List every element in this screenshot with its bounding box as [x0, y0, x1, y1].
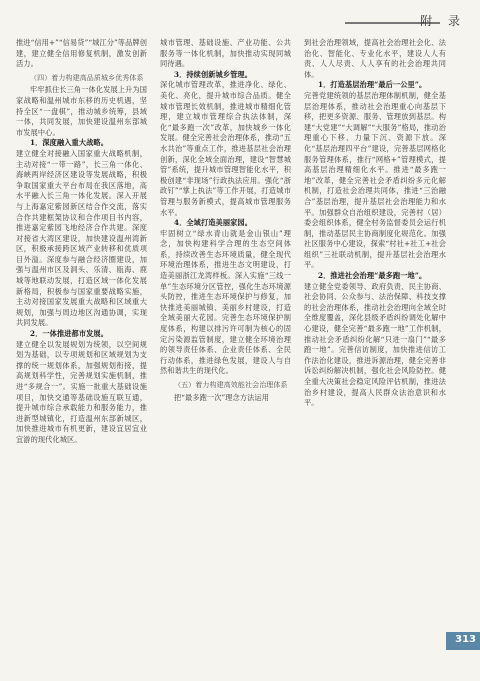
paragraph: 城市管理、基础设施、产业功能、公共服务等一体化机制，加快推动实现同城同待遇。: [160, 38, 291, 69]
paragraph: 深化城市管理改革，推进净化、绿化、美化、亮化，提升城市综合品质。健全城市管理长效机制，推进城市精细化管理，建立城市管理综合执法体制，深化“最多跑一次”改革，加快城乡一体化发展。健全完善社会治理体系，推动“五水共治”等重点工作，推进基层社会治理创新，深化全域全面治理，建设“智慧城管”系统，提升城市管理智能化水平，积极创建“非现场”行政执法应用。强化“浙政钉”“掌上执法”等工作开展，打造城市管理与服务新模式，提高城市管理服务水平。: [160, 80, 291, 217]
section-heading: 1．打造基层治理“最后一公里”。: [318, 80, 427, 90]
paragraph: 建立健全对接融入国家重大战略机制，主动对接“一带一路”，长三角一体化、海峡两岸经济区建设等发展战略，积极争取国家重大平台布局在我区落地，高水平融入长三角一体化发展。深入开展与上海嘉定紫园新区结合作交流，落实合作共建框架协议和合作项目书内容，推进嘉定紫园飞地经济合作共建。深度对接省大湾区建设，加快建设温州湾新区，积极承接跨区域产业转移和优质项目外溢。深度参与融合经济圈建设，加强与温州市区及洞头、乐清、瓯海、鹿城等地联动发展，打造区域一体化发展新格局，积极参与国家重要战略实施，主动对接国家发展重大战略和区域重大规划，加强与周边地区沟通协调，实现共同发展。: [16, 148, 147, 328]
paragraph: 推进“信用+”“信易贷”“城江分”等品牌创建，建立健全信用修复机制，激发创新活力。: [16, 38, 147, 69]
page-number-tab: [446, 632, 480, 650]
paragraph: 到社会治理领域，提高社会治理社会化、法治化、智能化、专业化水平，建设人人有责、人人尽责、人人享有的社会治理共同体。: [304, 38, 446, 79]
text-column-middle: [160, 38, 291, 403]
section-heading: 4．全域打造美丽家园。: [174, 218, 252, 228]
page-number: 313: [455, 634, 476, 645]
text-column-left: [16, 38, 147, 446]
text-column-right: [304, 38, 446, 409]
paragraph: 牢固树立“绿水青山就是金山银山”理念，加快构建科学合理的生态空间体系，持续改善生态环境质量，健全现代环境治理体系，推进生态文明建设，打造美丽浙江龙湾样板。深入实施“三线一单”生态环境分区管控，强化生态环境源头防控，推进生态环境保护与修复，加快推进美丽城镇、美丽乡村建设，打造全域美丽大花园。完善生态环境保护制度体系，构建以排污许可制为核心的固定污染源监管制度，建立健全环境治理的领导责任体系、企业责任体系、全民行动体系，推进绿色发展，建设人与自然和谐共生的现代化。: [160, 228, 291, 376]
page-header: [0, 14, 480, 36]
section-heading: 1．深度融入重大战略。: [30, 138, 108, 148]
header-title: 附 录: [420, 14, 466, 28]
section-heading: （四）着力构建高品质城乡优秀体系: [30, 73, 144, 82]
section-heading: 3．持续创新城乡管理。: [174, 69, 252, 79]
paragraph: 建立健全以发展规划为统领，以空间规划为基础，以专项规划和区域规划为支撑的统一规划体系，加强规划衔接，提高规划科学性，完善规划实施机制，推进“多规合一”。实施一批重大基础设施项目，加快交通等基础设施互联互通，提升城市综合承载能力和服务能力，推进新型城镇化，打造温州东部新城区，加快推进城市有机更新，建设宜居宜业宜游的现代化城区。: [16, 339, 147, 444]
section-heading: 2．推进社会治理“最多跑一地”。: [318, 271, 427, 281]
paragraph: 建立健全党委领导、政府负责、民主协商、社会协同、公众参与、法治保障、科技支撑的社会治理体系，推动社会治理向全域全时全维度覆盖，深化县级矛盾纠纷调处化解中心建设，健全完善“最多跑一地”工作机制，推动社会矛盾纠纷化解“只进一扇门”“最多跑一地”。完善信访制度，加快推进信访工作法治化建设，推进诉源治理，健全完善非诉讼纠纷解决机制，强化社会风险防控。健全重大决策社会稳定风险评估机制，推进法治乡村建设，提高人民群众法治意识和水平。: [304, 281, 446, 408]
paragraph: 完善党建统领的基层治理体制机制，健全基层治理体系，推动社会治理重心向基层下移，把更多资源、服务、管理放到基层。构建“大党建”“大调解”“大服务”格局，推动治理重心下移、力量下沉、资源下放。深化“基层治理四平台”建设，完善基层网格化服务管理体系，推行“网格+”管理模式，提高基层治理精细化水平。推进“最多跑一地”改革，健全完善社会矛盾纠纷多元化解机制，打造社会治理共同体，推进“三治融合”基层治理，提升基层社会治理能力和水平。加强群众自治组织建设，完善村（居）委会组织体系，健全村务监督委员会运行机制，推动基层民主协商制度化规范化。加强社区服务中心建设，探索“村社+社工+社会组织”三社联动机制，提升基层社会治理水平。: [304, 90, 446, 270]
paragraph: 牢牢抓住长三角一体化发展上升为国家战略和温州城市东移的历史机遇，坚持全区“一盘棋”，推动城乡统筹，县域一体，共同发展，加快建设温州东部城市发展中心。: [16, 85, 147, 137]
section-heading: （五）着力构建高效能社会治理体系: [174, 381, 288, 389]
section-heading: 2．一体推进都市发展。: [30, 329, 108, 339]
paragraph: 把“最多跑一次”理念方法运用: [174, 392, 270, 402]
